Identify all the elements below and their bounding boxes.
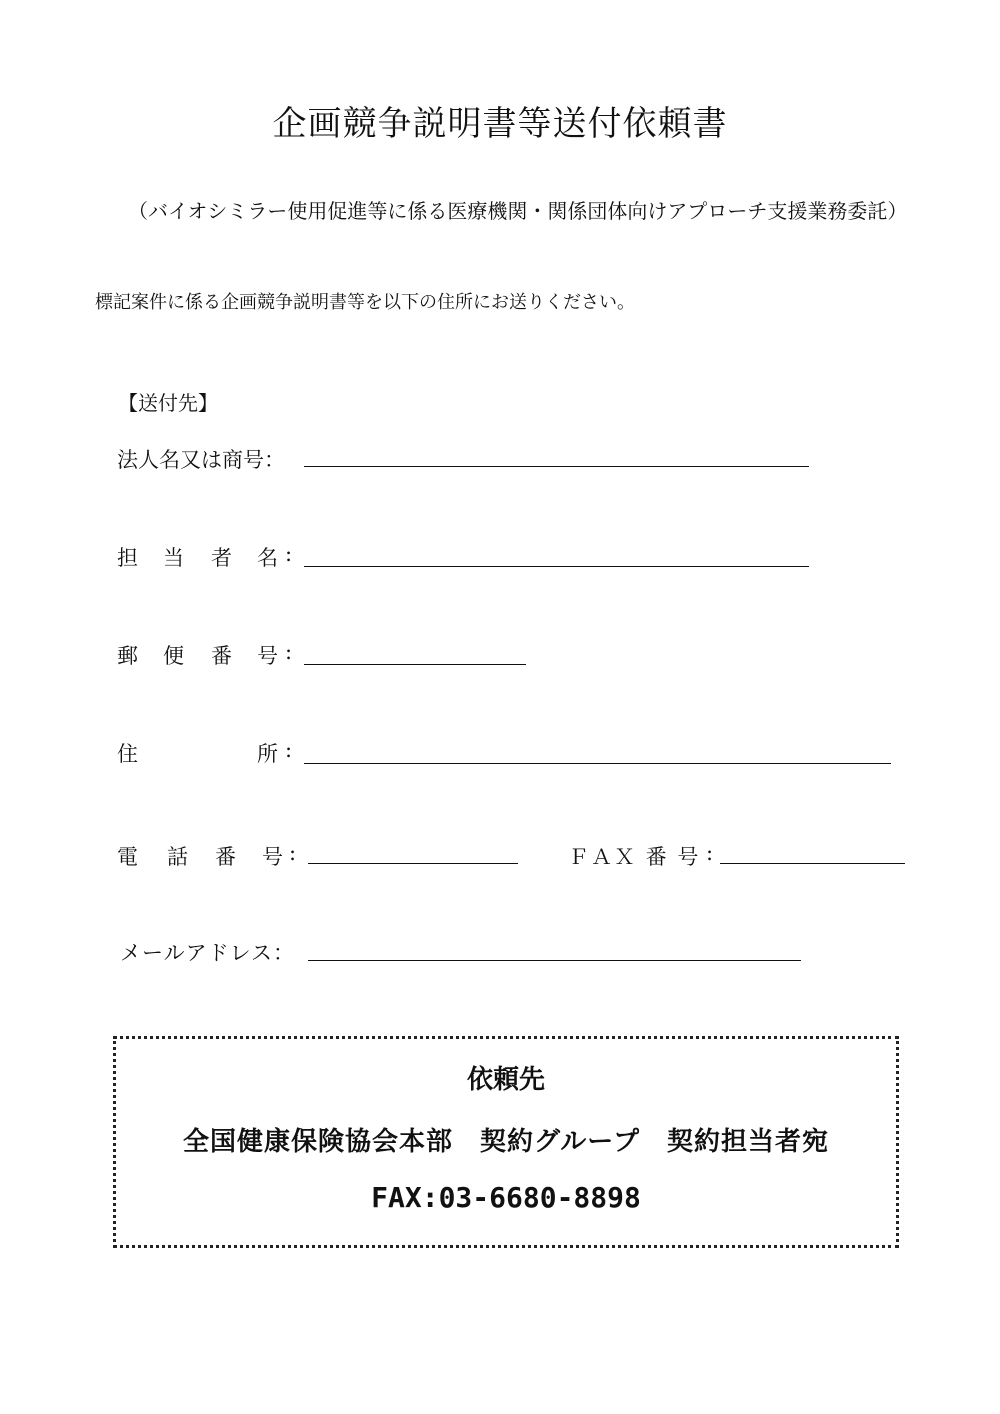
phone-label-colon: : [289,841,297,865]
address-field[interactable] [306,737,888,763]
document-subtitle: （バイオシミラー使用促進等に係る医療機関・関係団体向けアプローチ支援業務委託） [128,199,908,223]
email-underline [308,960,801,961]
postal-label-char: 号 [257,644,278,668]
section-heading: 【送付先】 [118,391,218,415]
postal-label-char: 便 [163,644,184,668]
person-label-char: 担 [117,546,138,570]
phone-label-char: 番 [215,845,236,869]
address-underline [304,763,891,764]
phone-underline [308,863,518,864]
postal-code-field[interactable] [306,638,524,664]
recipient-fax: FAX:03-6680-8898 [371,1181,641,1214]
postal-code-underline [304,664,526,665]
person-label-char: 当 [163,546,184,570]
postal-label-colon: : [285,640,293,664]
email-label: メールアドレス： [120,941,295,965]
postal-label-char: 郵 [117,644,138,668]
person-label-char: 者 [211,546,232,570]
address-label-char: 住 [117,742,138,766]
postal-label-char: 番 [211,644,232,668]
company-name-underline [304,466,809,467]
phone-label-char: 電 [117,845,138,869]
email-field[interactable] [310,934,798,960]
fax-field[interactable] [722,837,902,863]
person-label-char: 名 [257,546,278,570]
fax-label: ＦＡＸ 番 号 [568,845,701,869]
company-name-label: 法人名又は商号： [117,448,285,472]
company-name-field[interactable] [306,440,806,466]
intro-text: 標記案件に係る企画競争説明書等を以下の住所にお送りください。 [95,292,635,313]
recipient-box [113,1036,899,1248]
document-title: 企画競争説明書等送付依頼書 [272,104,728,144]
person-name-field[interactable] [306,540,806,566]
address-label-colon: : [285,738,293,762]
phone-label-char: 話 [167,845,188,869]
phone-field[interactable] [310,837,516,863]
recipient-heading: 依頼先 [466,1065,545,1095]
phone-label-char: 号 [262,845,283,869]
person-label-colon: : [285,542,293,566]
address-label-char: 所 [257,742,278,766]
recipient-organization: 全国健康保険協会本部 契約グループ 契約担当者宛 [183,1127,829,1157]
fax-underline [720,863,905,864]
person-underline [304,566,809,567]
fax-label-colon: : [706,841,714,865]
